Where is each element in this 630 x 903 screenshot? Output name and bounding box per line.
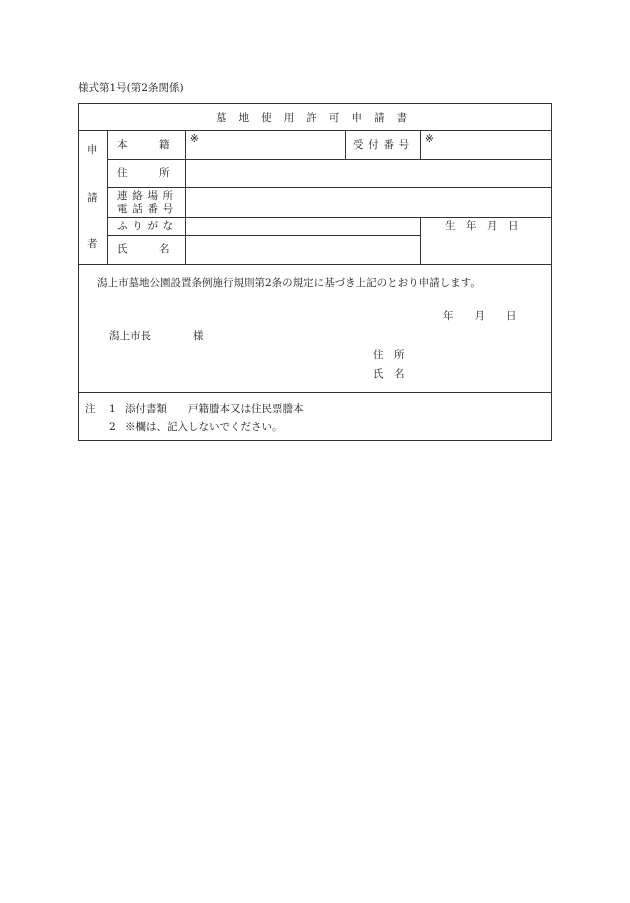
form-number: 様式第1号(第2条関係) (78, 82, 184, 94)
note-text: 添付書類 戸籍謄本又は住民票謄本 (125, 403, 304, 415)
applicant-label-3: 者 (87, 238, 98, 250)
address-label: 住 所 (117, 167, 170, 179)
declaration-text: 潟上市墓地公園設置条例施行規則第2条の規定に基づき上記のとおり申請します。 (97, 277, 481, 289)
rule-applicant-col (107, 130, 108, 264)
reception-office-mark: ※ (425, 133, 434, 145)
birth-date-label: 生 年 月 日 (445, 220, 519, 232)
addressee: 潟上市長 様 (109, 330, 204, 342)
note-number: 1 (109, 403, 116, 415)
note-text: ※欄は、記入しないでください。 (125, 421, 283, 433)
rule-title-bottom (79, 130, 551, 131)
rule-reception-left (345, 130, 346, 159)
phone-number-label: 電話番号 (117, 203, 178, 215)
rule-furigana-bottom (107, 235, 420, 236)
note-number: 2 (109, 421, 116, 433)
rule-name-bottom (79, 264, 551, 265)
rule-label-col (185, 130, 186, 264)
applicant-label-1: 申 (87, 144, 98, 156)
furigana-label: ふりがな (117, 220, 178, 232)
applicant-label-2: 請 (87, 192, 98, 204)
notes-heading: 注 (85, 403, 96, 415)
date-line: 年 月 日 (443, 310, 517, 322)
reception-number-label: 受付番号 (353, 139, 414, 151)
rule-birth-col (420, 217, 421, 264)
rule-contact-bottom (107, 217, 551, 218)
form-title: 墓地使用許可申請書 (216, 112, 420, 124)
rule-reception-right (420, 130, 421, 159)
name-label: 氏 名 (117, 243, 170, 255)
contact-place-label: 連絡場所 (117, 190, 178, 202)
applicant-address-label: 住 所 (373, 349, 405, 361)
honseki-label: 本 籍 (117, 139, 170, 151)
rule-honseki-bottom (107, 159, 551, 160)
applicant-name-label: 氏 名 (373, 368, 405, 380)
application-form (78, 103, 552, 441)
rule-declaration-bottom (79, 392, 551, 393)
office-use-mark: ※ (190, 133, 199, 145)
rule-address-bottom (107, 187, 551, 188)
